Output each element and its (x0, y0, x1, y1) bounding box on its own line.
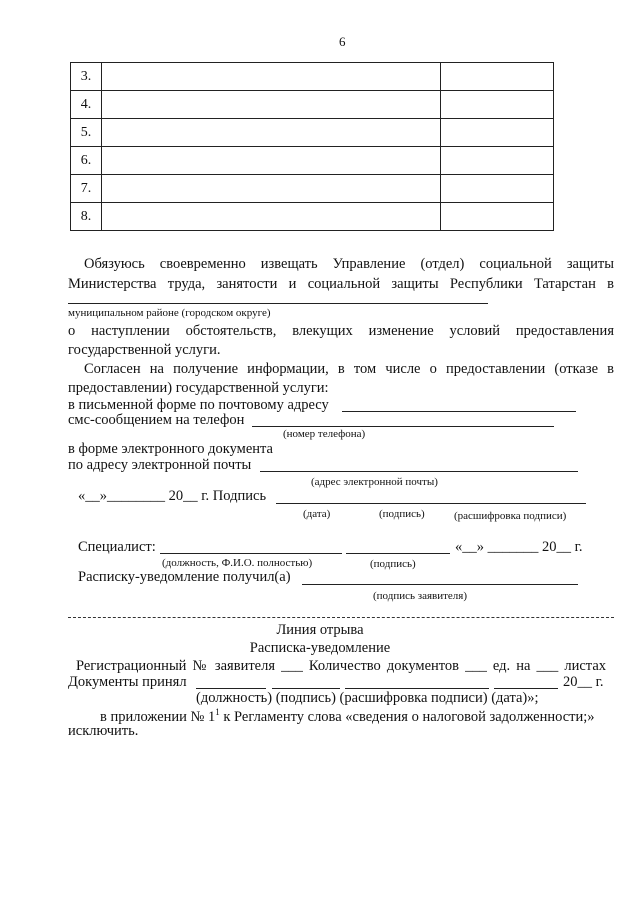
accepted-label: Документы принял (68, 674, 187, 690)
applicant-sign-field[interactable] (302, 584, 578, 585)
email-hint: (адрес электронной почты) (311, 476, 438, 488)
hint-specialist-sign: (подпись) (370, 558, 416, 570)
row-document-cell[interactable] (101, 147, 441, 175)
table-row (71, 203, 554, 231)
phone-hint: (номер телефона) (283, 428, 366, 440)
amendment-line-2: исключить. (68, 723, 139, 739)
postal-label: в письменной форме по почтовому адресу (68, 397, 329, 413)
accepted-year: 20__ г. (563, 674, 604, 690)
phone-field[interactable] (252, 426, 554, 427)
table-row (71, 147, 554, 175)
amendment-text: к Регламенту слова «сведения о налоговой задолженности;» (219, 708, 595, 725)
row-count-cell[interactable] (441, 147, 554, 175)
row-document-cell[interactable] (101, 63, 441, 91)
registration-line: Регистрационный № заявителя ___ Количество документов ___ ед. на ___ листах (76, 658, 606, 674)
row-count-cell[interactable] (441, 203, 554, 231)
obligation-line-3: о наступлении обстоятельств, влекущих изменение условий предоставления (68, 323, 614, 339)
table-row (71, 119, 554, 147)
documents-table (70, 62, 554, 231)
accepted-hints: (должность) (подпись) (расшифровка подписи) (дата)»; (196, 690, 539, 706)
email-field[interactable] (260, 471, 578, 472)
row-count-cell[interactable] (441, 91, 554, 119)
page-number: 6 (339, 34, 346, 49)
table-row (71, 63, 554, 91)
row-count-cell[interactable] (441, 119, 554, 147)
row-number: 5. (71, 119, 102, 147)
obligation-line-2: Министерства труда, занятости и социальной защиты Республики Татарстан в (68, 276, 614, 292)
row-number: 8. (71, 203, 102, 231)
signature-date: «__»________ 20__ г. Подпись (78, 488, 267, 504)
signature-field[interactable] (276, 503, 586, 504)
table-row (71, 91, 554, 119)
district-hint: муниципальном районе (городском округе) (68, 307, 271, 319)
row-number: 4. (71, 91, 102, 119)
sms-label: смс-сообщением на телефон (68, 412, 245, 428)
row-number: 3. (71, 63, 102, 91)
hint-date: (дата) (303, 508, 331, 520)
table-row (71, 175, 554, 203)
amendment-line-1 (100, 707, 595, 726)
specialist-sign-field[interactable] (346, 553, 450, 554)
hint-sign: (подпись) (379, 508, 425, 520)
row-count-cell[interactable] (441, 175, 554, 203)
row-document-cell[interactable] (101, 119, 441, 147)
hint-applicant: (подпись заявителя) (373, 590, 468, 602)
electronic-label: в форме электронного документа (68, 441, 273, 457)
tear-line (68, 617, 614, 618)
accepted-date-field[interactable] (494, 688, 558, 689)
specialist-position-field[interactable] (160, 553, 342, 554)
amendment-prefix: в приложении № 1 (100, 708, 216, 725)
obligation-line-4: государственной услуги. (68, 342, 221, 358)
tear-title: Линия отрыва (276, 622, 364, 638)
row-number: 6. (71, 147, 102, 175)
receipt-label: Расписку-уведомление получил(а) (78, 569, 291, 585)
obligation-line-1: Обязуюсь своевременно извещать Управление (отдел) социальной защиты (84, 256, 614, 272)
amendment-sup: 1 (215, 707, 220, 717)
postal-field[interactable] (342, 411, 576, 412)
email-label: по адресу электронной почты (68, 457, 252, 473)
accepted-sign-field[interactable] (272, 688, 340, 689)
hint-decode: (расшифровка подписи) (454, 510, 567, 522)
row-number: 7. (71, 175, 102, 203)
hint-position: (должность, Ф.И.О. полностью) (162, 557, 313, 569)
specialist-date: «__» _______ 20__ г. (455, 539, 583, 555)
row-document-cell[interactable] (101, 91, 441, 119)
accepted-position-field[interactable] (196, 688, 266, 689)
row-document-cell[interactable] (101, 203, 441, 231)
specialist-label: Специалист: (78, 539, 156, 555)
row-document-cell[interactable] (101, 175, 441, 203)
district-underline (68, 303, 488, 304)
consent-line-2: предоставлении) государственной услуги: (68, 380, 329, 396)
tear-subtitle: Расписка-уведомление (249, 640, 391, 656)
consent-line-1: Согласен на получение информации, в том числе о предоставлении (отказе в (84, 361, 614, 377)
row-count-cell[interactable] (441, 63, 554, 91)
accepted-decode-field[interactable] (345, 688, 489, 689)
